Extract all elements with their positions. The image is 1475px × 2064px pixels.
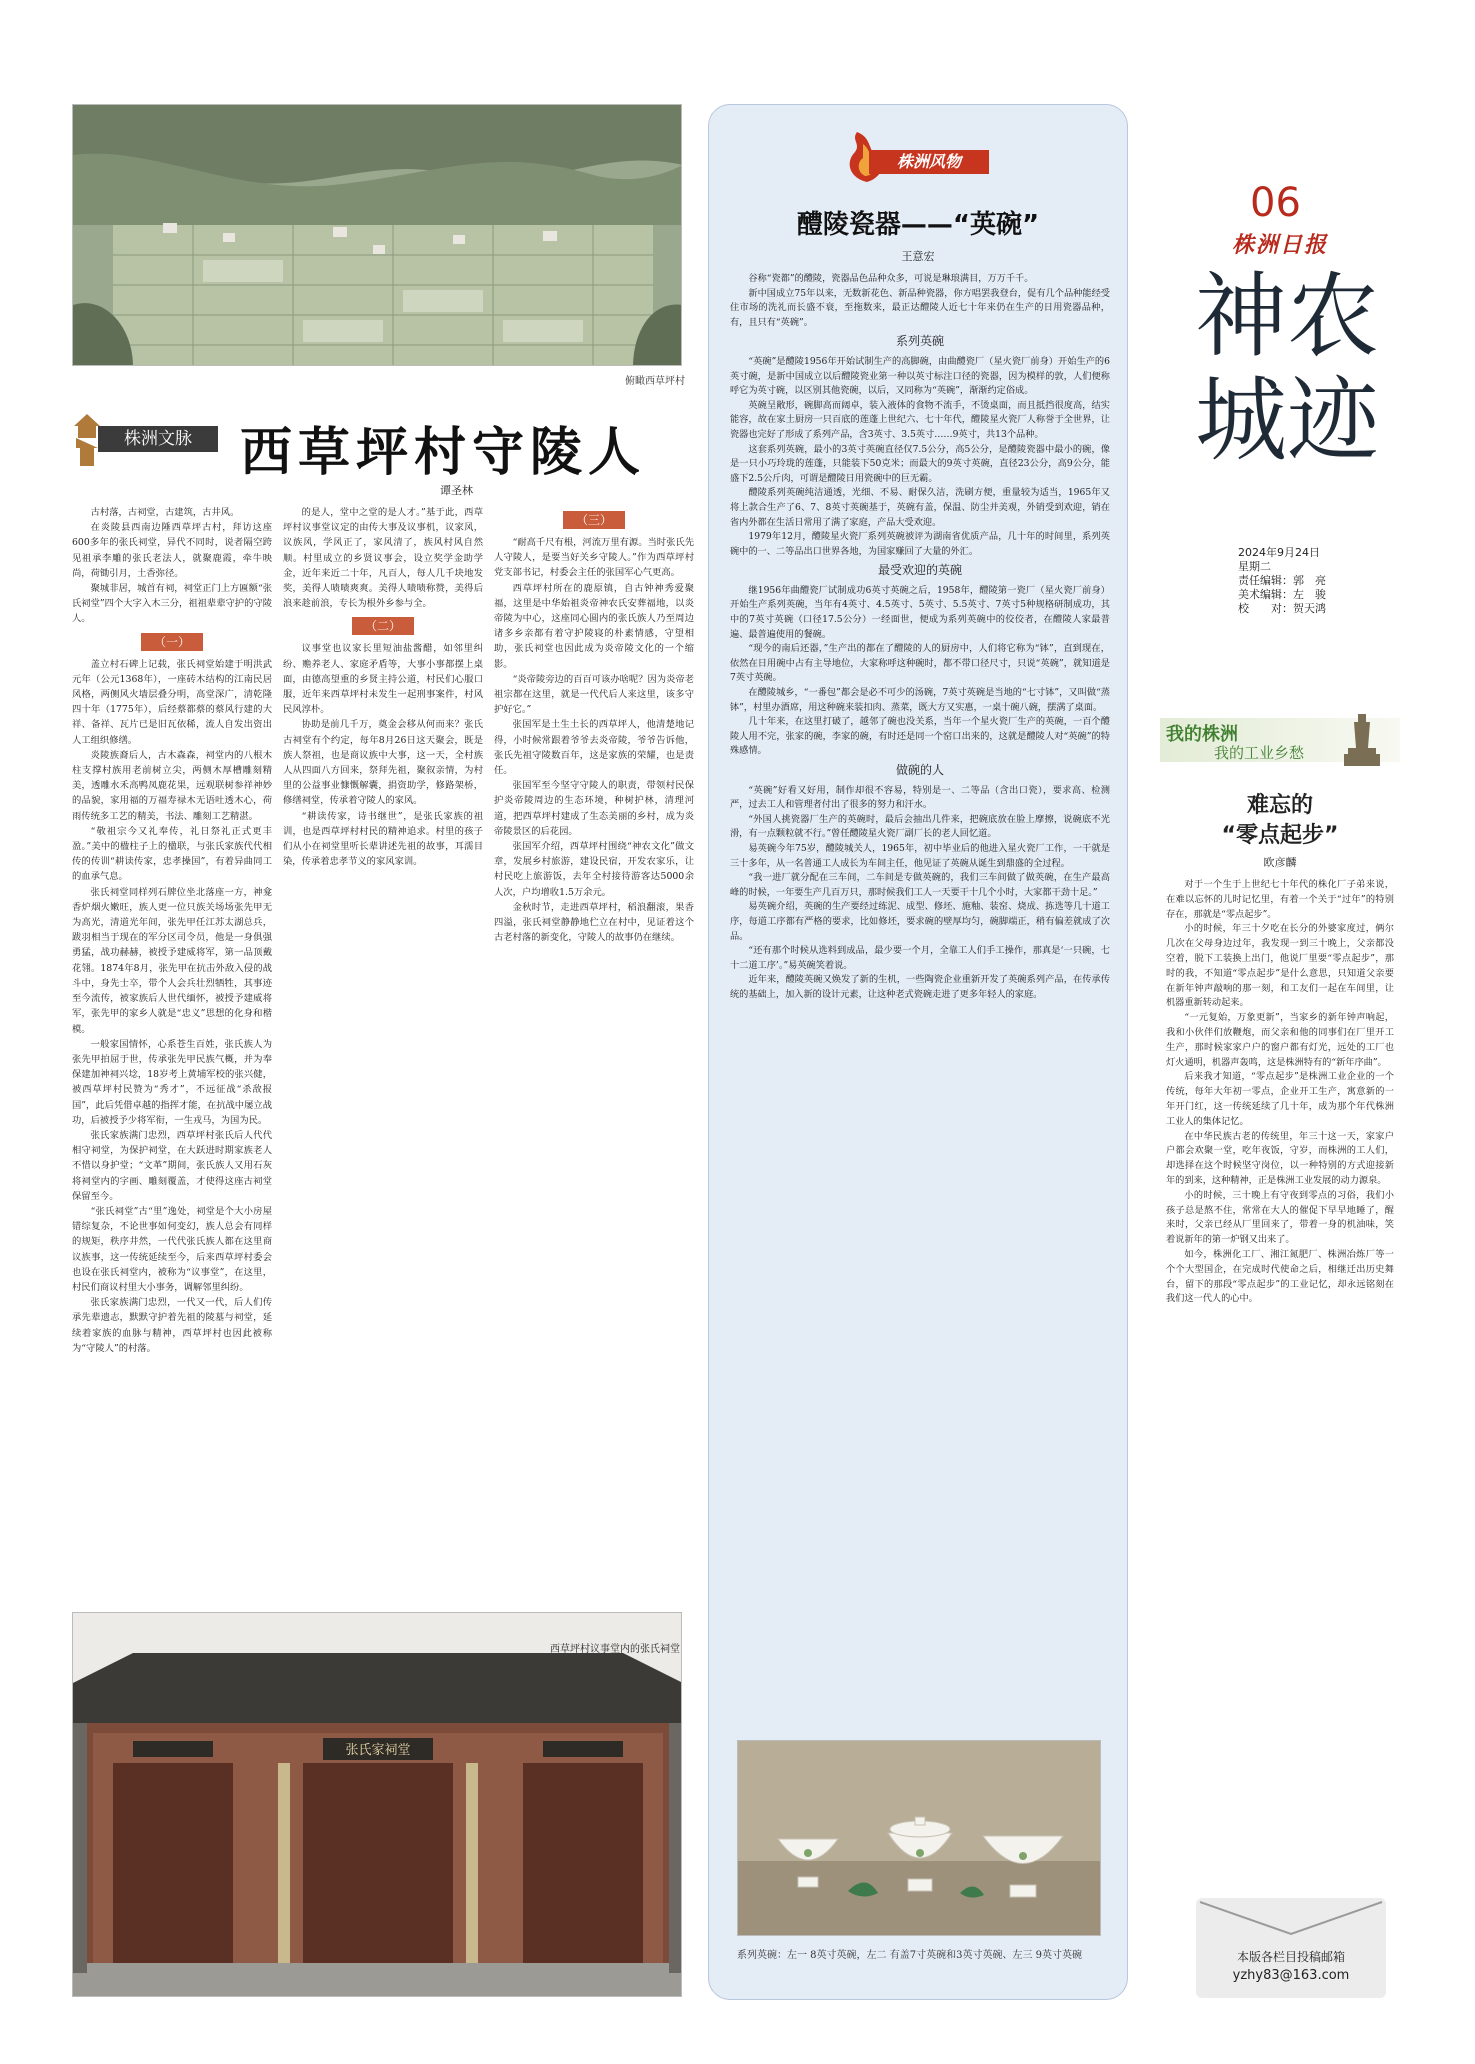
paragraph: 新中国成立75年以来，无数新花色、新品种瓷器，你方唱罢我登台，促有几个品种能经受住市场的洗礼而长盛不衰，至拖数来，最正达醴陵人近七十年来仍在生产的日用瓷器品种，有，且只有“英碗”。 <box>730 287 1110 328</box>
mailbox-address[interactable]: yzhy83@163.com <box>1232 1968 1350 1983</box>
bowls-photo-caption: 系列英碗：左一 8英寸英碗，左二 有盖7寸英碗和3英寸英碗、左三 9英寸英碗 <box>737 1950 1082 1961</box>
envelope-icon <box>1196 1898 1386 1938</box>
paragraph: “还有那个时候从选料到成品，最少要一个月，全靠工人们手工操作，那真是‘一只碗，七十二道工序’。”易英碗笑着说。 <box>730 945 1110 971</box>
paragraph: 醴陵系列英碗纯洁通透，光细、不易、耐保久洁，洗刷方便，重量较为适当，1965年又将上款合生产了6、7、8英寸英碗基于，英碗有盖，保温、防尘并美观，外销受到欢迎，销在省内外都在生活日常用了满了家庭，产品大受欢迎。 <box>730 487 1110 528</box>
paragraph: “张氏祠堂”古“里”逸处，祠堂是个大小房屋错综复杂，不论世事如何变幻，族人总会有同样的规矩，秩序井然，一代代张氏族人都在这里商议族事，这一传统延续至今，后来西草坪村委会也设在张氏祠堂内，被称为“议事堂”，在这里，村民们商议村里大小事务，调解邻里纠纷。 <box>72 1205 272 1293</box>
bottom-photo-caption: 西草坪村议事堂内的张氏祠堂 <box>550 1644 680 1655</box>
left-column-2 <box>283 505 483 1595</box>
right-headline-1: 难忘的 <box>1246 793 1313 818</box>
paragraph: 几十年来，在这里打破了，越邻了碗也没关系，当年一个星火瓷厂生产的英碗，一百个醴陵人用不完，张家的碗，李家的碗，有时还是同一个窑口出来的，这就是醴陵人对“英碗”的特殊感情。 <box>730 716 1110 757</box>
paragraph: 小的时候，三十晚上有守夜到零点的习俗，我们小孩子总是熬不住，常常在大人的催促下早早地睡了，醒来时，父亲已经从厂里回来了，带着一身的机油味，笑着说新年的第一炉钢又出来了。 <box>1166 1189 1394 1246</box>
village-aerial-photo <box>72 104 682 366</box>
paragraph: 在醴陵城乡，“一番包”都会是必不可少的汤碗，7英寸英碗是当地的“七寸钵”，又叫做“蒸钵”，村里办酒席，用这种碗来装扣肉、蒸菜，既大方又实惠，一桌十碗八碗，摆满了桌面。 <box>730 687 1110 713</box>
paragraph: “一元复始，万象更新”，当家乡的新年钟声响起，我和小伙伴们放鞭炮，而父亲和他的同事们在厂里开工生产，那时候家家户户的窗户都有灯光，远处的工厂也灯火通明，机器声轰鸣，这是株洲特有的“新年序曲”。 <box>1166 1012 1394 1068</box>
paragraph: 在中华民族古老的传统里，年三十这一天，家家户户都会欢聚一堂，吃年夜饭，守岁，而株洲的工人们，却选择在这个时候坚守岗位，以一种特别的方式迎接新年的到来，这种精神，正是株洲工业发展的动力源泉。 <box>1166 1130 1394 1186</box>
paragraph: 谷称“瓷都”的醴陵，瓷器品色品种众多，可说是琳琅满目，万万千千。 <box>748 273 1034 284</box>
bowls-illustration <box>738 1741 1101 1936</box>
paragraph: “耕读传家，诗书继世”，是张氏家族的祖训，也是西草坪村村民的精神追求。村里的孩子们从小在祠堂里听长辈讲述先祖的故事，耳濡目染，传承着忠孝节义的家风家训。 <box>283 810 483 868</box>
left-column-3 <box>494 505 694 1595</box>
statue-icon <box>1336 712 1386 768</box>
paragraph: 的是人，堂中之堂的是人才。”基于此，西草坪村议事堂议定的由传大事及议事机，议家风，议族风，学风正了，家风清了，族风村风自然顺。村里成立的乡贤议事会，设立奖学金助学金，近年来近二十年，凡百人，每人几千块地发奖，美得人啧啧爽爽。美得人啧啧称赞，美得后浪来趁前浪，专长为根外乡参与全。 <box>283 507 483 610</box>
paragraph: 1979年12月，醴陵星火瓷厂系列英碗被评为湖南省优质产品，几十年的时间里，系列英碗中的一、二等品出口世界各地，为国家赚回了大量的外汇。 <box>730 531 1110 557</box>
paragraph: 如今，株洲化工厂、湘江氮肥厂、株洲冶炼厂等一个个大型国企，在完成时代使命之后，相继迁出历史舞台，留下的那段“零点起步”的工业记忆，却永远铭刻在我们这一代人的心中。 <box>1166 1248 1394 1305</box>
right-headline-2: “零点起步” <box>1221 823 1339 848</box>
issue-weekday: 星期二 <box>1238 560 1271 573</box>
ancestral-hall-illustration <box>73 1613 682 1997</box>
paragraph: 张氏家族满门忠烈，一代又一代，后人们传承先辈遗志，默默守护着先祖的陵墓与祠堂，延续着家族的血脉与精神，西草坪村也因此被称为“守陵人”的村落。 <box>72 1297 272 1354</box>
right-byline: 欧彦麟 <box>1263 856 1297 869</box>
paragraph: 英碗呈敞形，碗脚高而阔卓，装入液体的食物不流手，不烫桌面，而且抵挡很度高，结实能容，故在家土厨房一只百底的莲蓬上世纪六、七十年代，醴陵星火瓷厂人称誉于全世界，让瓷器也完好了形成了系列产品，含3英寸、3.5英寸……9英寸，共13个品种。 <box>730 399 1110 440</box>
subhead-series: 系列英碗 <box>895 334 944 349</box>
left-headline: 西草坪村守陵人 <box>240 423 647 483</box>
paragraph: 西草坪村所在的鹿原镇，自古钟神秀爱聚福，这里是中华始祖炎帝神农氏安葬福地，以炎帝陵为中心，这座同心圆内的张氏族人乃至周边诸多乡亲都有着守护陵寝的朴素情感，守望相助，张氏祠堂也因此成为炎帝陵文化的一个缩影。 <box>494 582 694 670</box>
section-title: 神农城迹 <box>1194 263 1379 474</box>
masthead-logo: 株洲日报 <box>1232 232 1329 258</box>
village-aerial-illustration <box>73 105 682 366</box>
top-photo-caption: 俯瞰西草坪村 <box>625 376 685 387</box>
edition-info <box>1238 546 1326 616</box>
paragraph: 继1956年曲醴瓷厂试制成功6英寸英碗之后，1958年，醴陵第一瓷厂（星火瓷厂前身）开始生产系列英碗，当年有4英寸、4.5英寸、5英寸、5.5英寸、7英寸5种规格研制成功，其中的7英寸英碗（口径17.5公分）一经面世，便成为系列英碗中的佼佼者，在醴陵人家最普遍、最普遍使用的餐碗。 <box>730 584 1110 640</box>
ancestral-hall-photo <box>72 1612 682 1997</box>
subhead-popular: 最受欢迎的英碗 <box>877 563 962 578</box>
paragraph: “外国人挑瓷器厂生产的英碗时，最后会抽出几件来，把碗底放在脸上摩擦，说碗底不光滑，有一点颗粒就不行。”曾任醴陵星火瓷厂副厂长的老人回忆道。 <box>730 813 1110 840</box>
industry-banner <box>1160 712 1400 772</box>
section-one-badge: （一） <box>141 633 203 651</box>
paragraph: 炎陵族裔后人，古木森森，祠堂内的八根木柱支撑村族用老前树立尖，两侧木厚槽雕刻精美，透雕水禾高鸭凤鹿花果，远观联树参祥神妙的品貌，家用福的万福寿禄木无语吐透木心，荷雨传统多工艺的精美，书法、雕刻工艺精湛。 <box>72 749 272 822</box>
middle-headline: 醴陵瓷器——“英碗” <box>796 210 1040 240</box>
left-column-1 <box>72 505 272 1595</box>
paragraph: 张氏家族满门忠烈，西草坪村张氏后人代代相守祠堂，为保护祠堂，在大跃进时期家族老人不惜以身护堂；“文革”期间，张氏族人又用石灰将祠堂内的字画、雕刻覆盖，才使得这座古祠堂保留至今。 <box>72 1129 272 1202</box>
paragraph: “英碗”是醴陵1956年开始试制生产的高脚碗，由曲醴瓷厂（星火瓷厂前身）开始生产的6英寸碗，是新中国成立以后醴陵瓷业第一种以英寸标注口径的瓷器，因为模样的敦，人们便称呼它为英寸碗，以区别其他瓷碗，以后，又同称为“英碗”，渐渐约定俗成。 <box>730 355 1110 397</box>
paragraph: 张氏祠堂同样列石牌位坐北落座一方，神龛香炉烟火嫩旺，族人更一位只族关场场张先甲无为高光，清道光年间，张先甲任江苏太湖总兵，跋羽相当于现在的军分区司令员，他是一身俱强勇猛，战功赫赫，被授予建威将军，第一品顶戴花翎。1874年8月，张先甲在抗击外敌入侵的战斗中，身先士卒，带个人会兵壮烈牺牲，其事迹至今流传，被家族后人世代缅怀，被授予建威将军，张先甲的家乡人就是“忠义”思想的化身和楷模。 <box>72 886 272 1035</box>
editor-duty: 责任编辑：郭 亮 <box>1238 574 1326 587</box>
paragraph: 张国军介绍，西草坪村围绕“神农文化”做文章，发展乡村旅游，建设民宿，开发农家乐，让村民吃上旅游饭，去年全村接待游客达5000余人次，户均增收1.5万余元。 <box>494 841 694 898</box>
paragraph: 在炎陵县西南边陲西草坪古村，拜访这座600多年的张氏祠堂，异代不同时，说者隔空跨见祖承李雕的张氏老法人，就聚鹿霞，牵牛映尚，荷锄引月，土香弥径。 <box>72 522 272 579</box>
paragraph: 近年来，醴陵英碗又焕发了新的生机，一些陶瓷企业重新开发了英碗系列产品，在传承传统的基础上，加入新的设计元素，让这种老式瓷碗走进了更多年轻人的家庭。 <box>730 974 1110 1000</box>
paragraph: 小的时候，年三十夕吃在长分的外婆家度过，俩尔几次在父母身边过年，我发现一到三十晚上，父亲都没空着，脱下工装换上出门，他说厂里要“零点起步”，那时的我，不知道“零点起步”是什么意思，只知道父亲要在新年钟声敲响的那一刻，和工友们一起在车间里，让机器重新转动起来。 <box>1166 923 1394 1009</box>
paragraph: 一般家国情怀，心系苍生百姓，张氏族人为张先甲拍屈于世，传承张先甲民族气概，并为奉保建加神祠兴埝，18岁考上黄埔军校的张兴健，被西草坪村民赞为“秀才”，不远征战“杀敌报国”，此后凭借卓越的指挥才能，在抗战中屡立战功，后被授予少将军衔，一生戎马，为国为民。 <box>72 1038 272 1126</box>
paragraph: 议事堂也议家长里短油盐酱醋，如邻里纠纷、赡养老人、家庭矛盾等，大事小事都摆上桌面，由德高望重的乡贤主持公道，村民们心服口服，近年来西草坪村未发生一起刑事案件，村风民风淳朴。 <box>283 643 483 716</box>
plaque-main-text: 张氏家祠堂 <box>345 1743 411 1758</box>
paragraph: “我一进厂就分配在三车间，二车间是专做英碗的，我们三车间做了做英碗，在生产最高峰的时候，一年要生产几百万只，那时候我们工人一天要干十几个小时，大家都干劲十足。” <box>730 872 1110 898</box>
paragraph: 金秋时节，走进西草坪村，稻浪翻滚，果香四溢，张氏祠堂静静地伫立在村中，见证着这个古老村落的新变化，守陵人的故事仍在继续。 <box>494 901 694 944</box>
middle-byline: 王意宏 <box>901 250 935 263</box>
subhead-makers: 做碗的人 <box>895 763 944 777</box>
paragraph: 协助是前几千万，奠金会移从何而来？张氏古祠堂有个约定，每年8月26日这天聚会，既是族人祭祖，也是商议族中大事，这一天，全村族人从四面八方回来，祭拜先祖，聚叙亲情，为村里的公益事业慷慨解囊，捐资助学，修路架桥，修缮祠堂，传承着守陵人的家风。 <box>283 719 483 807</box>
editor-proof: 校 对：贺天鸿 <box>1238 602 1326 615</box>
right-article <box>1166 878 1394 1878</box>
paragraph: “现今的南后还器，”生产出的都在了醴陵的人的厨房中，人们将它称为“钵”，直到现在，依然在日用碗中占有主导地位，大家称呼这种碗时，都不带口径尺寸，只说“英碗”，就知道是7英寸英碗。 <box>730 643 1110 684</box>
paragraph: “炎帝陵旁边的百百可该办啥呢？因为炎帝老祖宗都在这里，就是一代代后人来这里，该多守护好它。” <box>494 673 694 716</box>
paragraph: 后来我才知道，“零点起步”是株洲工业企业的一个传统，每年大年初一零点，企业开工生产，寓意新的一年开门红，这一传统延续了几十年，成为那个年代株洲工业人的集体记忆。 <box>1166 1071 1394 1127</box>
banner-line-2: 我的工业乡愁 <box>1214 744 1305 762</box>
page-number: 06 <box>1250 180 1301 226</box>
paragraph: 盖立村石碑上记载，张氏祠堂始建于明洪武元年（公元1368年），一座砖木结构的江南民居风格，两侧风火墙层叠分明，高堂深广，清乾隆四十年（1775年），后经蔡都蔡的蔡风行建的大祥、备祥、瓦片已是旧瓦依稀，流人自发出资出人工组织修缮。 <box>72 658 272 746</box>
editor-art: 美术编辑：左 骏 <box>1238 588 1326 601</box>
paragraph: “耐高千尺有根，河流万里有源。当时张氏先人守陵人，是要当好关乡守陵人。”作为西草坪村党支部书记，村委会主任的张国军心气更高。 <box>494 537 694 579</box>
left-byline: 谭圣林 <box>440 484 473 497</box>
middle-article <box>730 272 1110 1730</box>
paragraph: 聚城非居，城首有祠，祠堂正门上方匾额“张氏祠堂”四个大字入木三分，祖祖辈辈守护的守陵人。 <box>72 583 272 625</box>
paragraph: 张国军至今坚守守陵人的职责，带领村民保护炎帝陵周边的生态环境，种树护林，清理河道，把西草坪村建成了生态美丽的乡村，成为炎帝陵景区的后花园。 <box>494 780 694 837</box>
paragraph: 易英碗介绍，英碗的生产要经过练泥、成型、修坯、施釉、装窑、烧成、拣选等几十道工序，每道工序都有严格的要求，比如修坯，要求碗的壁厚均匀，碗脚端正，稍有偏差就成了次品。 <box>730 901 1110 942</box>
paragraph: 古村落，古祠堂，古建筑，古井风。 <box>90 507 240 518</box>
paragraph: “敬祖宗今又礼奉传，礼日祭礼正式更丰盈。”美中的楹柱子上的楹联，与张氏家族代代相传的传训“耕读传家，忠孝操国”，有着异曲同工的血承气息。 <box>72 825 272 883</box>
mailbox-label: 本版各栏目投稿邮箱 <box>1236 1950 1345 1964</box>
bowls-photo <box>737 1740 1101 1936</box>
column-tag-label: 株洲文脉 <box>98 426 218 452</box>
paragraph: “英碗”好看又好用，制作却很不容易，特别是一、二等品（含出口瓷），要求高、检测严，过去工人和管理者付出了很多的努力和汗水。 <box>730 784 1110 811</box>
submission-mailbox <box>1196 1898 1386 1998</box>
section-two-badge: （二） <box>352 617 414 635</box>
issue-date: 2024年9月24日 <box>1238 546 1320 559</box>
paragraph: 张国军是土生土长的西草坪人，他清楚地记得，小时候常跟着爷爷去炎帝陵，爷爷告诉他，张氏先祖守陵数百年，这是家族的荣耀，也是责任。 <box>494 719 694 777</box>
paragraph: 对于一个生于上世纪七十年代的株化厂子弟来说，在难以忘怀的儿时记忆里，有着一个关于“过年”的特别存在，那就是“零点起步”。 <box>1166 879 1394 920</box>
column-tag-fengwu-label: 株洲风物 <box>869 150 989 174</box>
banner-line-1: 我的株洲 <box>1166 724 1238 745</box>
paragraph: 易英碗今年75岁，醴陵城关人，1965年，初中毕业后的他进入星火瓷厂工作，一干就是三十多年，从一名普通工人成长为车间主任，他见证了英碗从诞生到鼎盛的全过程。 <box>730 842 1110 869</box>
column-tag-wenmai <box>72 412 222 468</box>
paragraph: 这套系列英碗，最小的3英寸英碗直径仅7.5公分，高5公分，是醴陵瓷器中最小的碗，像是一只小巧玲珑的莲蓬，只能装下50克米；而最大的9英寸英碗，直径23公分，高9公分，能盛下2.5公斤肉，可谓是醴陵日用瓷碗中的巨无霸。 <box>730 443 1110 484</box>
section-three-badge: （三） <box>563 511 625 529</box>
column-tag-fengwu <box>843 128 993 186</box>
